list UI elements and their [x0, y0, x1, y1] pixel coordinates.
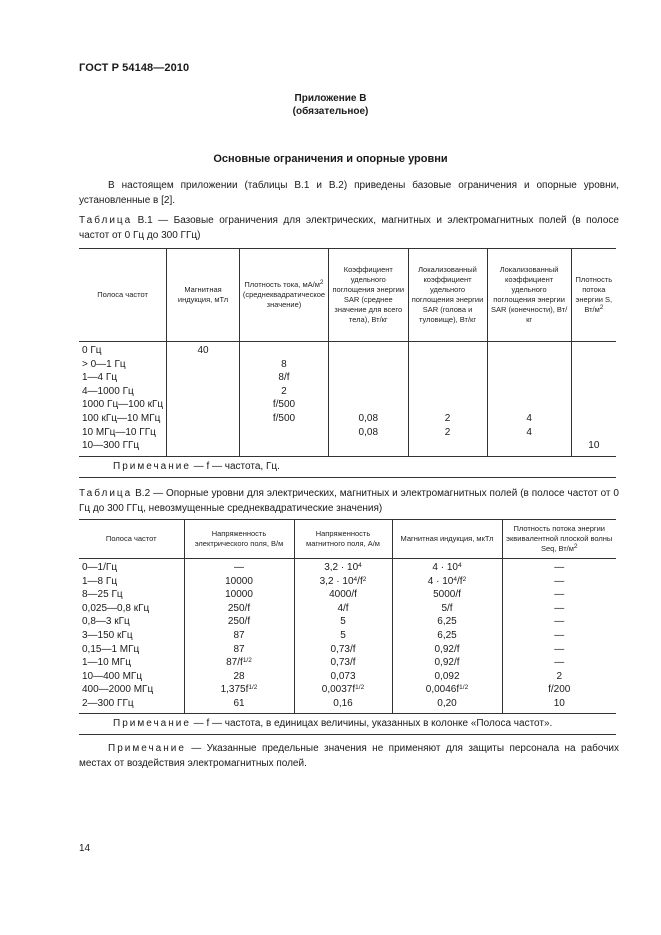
table-row: 3—150 кГц 87 5 6,25 —	[79, 629, 616, 643]
intro-text: В настоящем приложении (таблицы В.1 и В.2) приведены базовые ограничения и опорные уровни, установленные в [2].	[79, 180, 619, 206]
footnote-text: — Указанные предельные значения не применяют для защиты персонала на рабочих местах от воздействия электромагнитных полей.	[79, 743, 619, 769]
t1-header-induction: Магнитная индукция, мТл	[167, 249, 240, 342]
footnote-label: Примечание	[108, 743, 186, 754]
t1-header-band: Полоса частот	[97, 290, 148, 299]
table-row: 1—10 МГц $87/f^{1/2}$ 0,73/f 0,92/f —	[79, 656, 616, 670]
table-row: 100 кГц—10 МГц f/500 0,08 2 4	[79, 412, 616, 426]
table-row: 400—2000 МГц $1,375f^{1/2}$ $0,0037f^{1/2}$ $0,0046f^{1/2}$ f/200	[79, 683, 616, 697]
table-row: 0,8—3 кГц 250/f 5 6,25 —	[79, 615, 616, 629]
table-row: 10—400 МГц 28 0,073 0,092 2	[79, 670, 616, 684]
table1-caption-num: В.1 —	[132, 215, 174, 226]
t2-header-induction: Магнитная индукция, мкТл	[392, 520, 502, 559]
appendix-title: Приложение В	[294, 93, 367, 104]
table-row: > 0—1 Гц 8	[79, 358, 616, 372]
t1-note-label: Примечание	[113, 460, 191, 472]
table-row: 10—300 ГГц 10	[79, 439, 616, 456]
table1-caption	[79, 213, 619, 243]
t2-header-h-field: Напряженность магнитного поля, А/м	[294, 520, 392, 559]
table-row: 0,15—1 МГц 87 0,73/f 0,92/f —	[79, 643, 616, 657]
appendix-heading	[0, 92, 661, 118]
table-row: 0,025—0,8 кГц 250/f 4/f 5/f —	[79, 602, 616, 616]
table-row: 0—1/Гц — $3,2 \cdot 10^4$ $4 \cdot 10^4$ —	[79, 561, 616, 575]
table2-caption-text: Опорные уровни для электрических, магнитных и электромагнитных полей (в полосе частот от 0 Гц до 300 ГГц, невозмущенные среднеквадратические значения)	[79, 488, 619, 514]
t1-header-sar-whole: Коэффициент удельного поглощения энергии SAR (среднее значение для всего тела), Вт/кг	[329, 249, 408, 342]
t2-header-flux: Плотность потока энергии эквивалентной плоской волны Seq, $Вт/м^2$	[502, 520, 616, 559]
table-row: 0 Гц 40	[79, 344, 616, 358]
t2-note-label: Примечание	[113, 717, 191, 729]
section-title: Основные ограничения и опорные уровни	[213, 153, 448, 165]
table2-caption-num: В.2 —	[132, 488, 166, 499]
t1-note-text: — f — частота, Гц.	[190, 460, 280, 472]
t1-header-flux: Плотность потока энергии S, $Вт/м^2$	[571, 249, 616, 342]
table2-header-row	[79, 520, 616, 559]
table1-caption-text: Базовые ограничения для электрических, магнитных и электромагнитных полей (в полосе частот от 0 Гц до 300 ГГц)	[79, 215, 619, 241]
table2-caption-prefix: Таблица	[79, 488, 133, 499]
intro-paragraph	[79, 178, 619, 208]
t2-header-band: Полоса частот	[105, 534, 157, 543]
table-row: 1—4 Гц 8/f	[79, 371, 616, 385]
table2-note-row	[79, 713, 616, 735]
table-row: 8—25 Гц 10000 4000/f 5000/f —	[79, 588, 616, 602]
page-number: 14	[79, 843, 91, 854]
t1-header-sar-limbs: Локализованный коэффициент удельного поглощения энергии SAR (конечности), Вт/кг	[487, 249, 571, 342]
footnote-paragraph	[79, 741, 619, 771]
t2-note-text: — f — частота, в единицах величины, указанных в колонке «Полоса частот».	[190, 717, 553, 729]
table2-caption	[79, 486, 619, 516]
t2-header-e-field: Напряженность электрического поля, В/м	[184, 520, 294, 559]
document-header: ГОСТ Р 54148—2010	[79, 62, 190, 74]
table-row: 4—1000 Гц 2	[79, 385, 616, 399]
t1-header-sar-head: Локализованный коэффициент удельного поглощения энергии SAR (голова и туловище), Вт/кг	[408, 249, 487, 342]
table-row: 1000 Гц—100 кГц f/500	[79, 398, 616, 412]
table-row: 1—8 Гц 10000 $3,2 \cdot 10^4/f^2$ $4 \cdot 10^4/f^2$ —	[79, 575, 616, 589]
t1-header-current: Плотность тока, $мА/м^2$ (среднеквадратическое значение)	[239, 249, 328, 342]
table1-note-row	[79, 456, 616, 478]
appendix-subtitle: (обязательное)	[292, 106, 369, 117]
table1-caption-prefix: Таблица	[79, 215, 133, 226]
table-row: 2—300 ГГц 61 0,16 0,20 10	[79, 697, 616, 713]
table1	[79, 248, 616, 478]
table2	[79, 519, 616, 735]
table1-header-row	[79, 249, 616, 342]
table-row: 10 МГц—10 ГГц 0,08 2 4	[79, 426, 616, 440]
